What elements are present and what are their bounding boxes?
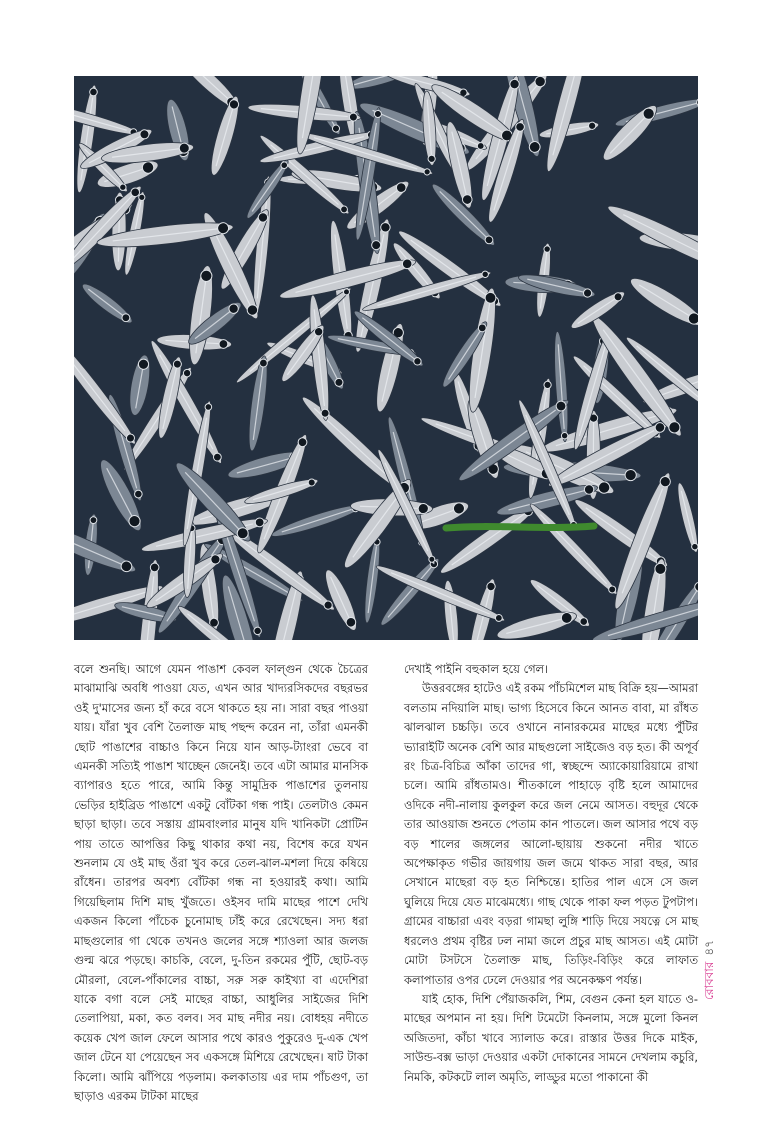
article-paragraph: বলে শুনছি। আগে যেমন পাঙাশ কেবল ফাল্গুন থেকে চৈত্রের মাঝামাঝি অবধি পাওয়া যেত, এখন আর খাদ্যরসিকদের বছরভর ওই দু'মাসের জন্য হাঁ করে বসে থাকতে হয় না। সারা বছর পাওয়া যায়। যাঁরা খুব বেশি তৈলাক্ত মাছ পছন্দ করেন না, তাঁরা এমনকী ছোট পাঙাশের বাচ্চাও কিনে নিয়ে যান আড়-ট্যাংরা ভেবে বা এমনকী সত্যিই পাঙাশ খাচ্ছেন জেনেই। তবে এটা আমার মানসিক ব্যাপারও হতে পারে, আমি কিন্তু সামুদ্রিক পাঙাশের তুলনায় ভেড়ির হাইব্রিড পাঙাশে একটু বোঁটকা গন্ধ পাই। তেলটাও কেমন ছাড়া ছাড়া। তবে সস্তায় গ্রামবাংলার মানুষ যদি খানিকটা প্রোটিন পায় তাতে আপত্তির কিছু থাকার কথা নয়, বিশেষ করে যখন শুনলাম যে ওই মাছ ওঁরা খুব করে তেল-ঝাল-মশলা দিয়ে কষিয়ে রাঁধেন। তারপর অবশ্য বোঁটকা গন্ধ না হওয়ারই কথা। আমি গিয়েছিলাম দিশি মাছ খুঁজতে। ওইসব দামি মাছের পাশে দেখি একজন কিলো পাঁচেক চুনোমাছ ঢাঁই করে রেখেছেন। সদ্য ধরা মাছগুলোর গা থেকে তখনও জলের সঙ্গে শ্যাওলা আর জলজ গুল্ম ঝরে পড়ছে। কাচকি, বেলে, দু-তিন রকমের পুঁটি, ছোট-বড় মৌরলা, বেলে-পাঁকালের বাচ্চা, সরু সরু কাইখ্যা বা এদেশিরা যাকে বগা বলে সেই মাছের বাচ্চা, আধুলির সাইজের দিশি তেলাপিয়া, মকা, কত বলব। সব মাছ নদীর নয়। বোধহয় নদীতে কয়েক খেপ জাল ফেলে আসার পথে কারও পুকুরেও দু-এক খেপ জাল টেনে যা পেয়েছেন সব একসঙ্গে মিশিয়ে রেখেছেন। ষাট টাকা কিলো। আমি ঝাঁপিয়ে পড়লাম। কলকাতায় এর দাম পাঁচগুণ, তা ছাড়াও এরকম টাটকা মাছের	[74, 662, 368, 1103]
magazine-name: রোববার	[702, 961, 716, 1000]
fish-pile-image	[74, 76, 698, 640]
green-stem	[446, 526, 594, 528]
fish-photo	[74, 76, 698, 640]
page-number: ৪৭	[702, 940, 716, 956]
article-paragraph: যাই হোক, দিশি পেঁয়াজকলি, শিম, বেগুন কেনা হল যাতে ও-মাছের অপমান না হয়। দিশি টমেটো কিনলাম, সঙ্গে মুলো কিনল অজিতদা, কাঁচা খাবে স্যালাড করে। রাস্তার উত্তর দিকে মাইক, সাউন্ড-বক্স ভাড়া দেওয়ার একটা দোকানের সামনে দেখলাম কচুরি, নিমকি, কটকটে লাল অমৃতি, লাড্ডুর মতো পাকানো কী	[404, 991, 698, 1084]
article-paragraph: উত্তরবঙ্গের হাটেও এই রকম পাঁচমিশেল মাছ বিক্রি হয়—আমরা বলতাম নদিয়ালি মাছ। ভাগ্য হিসেবে কিনে আনত বাবা, মা রাঁধত ঝালঝাল চচ্চড়ি। তবে ওখানে নানারকমের মাছের মধ্যে পুঁটির ভ্যারাইটি অনেক বেশি আর মাছগুলো সাইজেও বড় হত। কী অপূর্ব রং চিত্র-বিচিত্র আঁকা তাদের গা, স্বচ্ছন্দে অ্যাকোয়ারিয়ামে রাখা চলে। আমি রাঁধতামও। শীতকালে পাহাড়ে বৃষ্টি হলে আমাদের ওদিকে নদী-নালায় কুলকুল করে জল নেমে আসত। বহুদূর থেকে তার আওয়াজ শুনতে পেতাম কান পাতলে। জল আসার পথে বড় বড় শালের জঙ্গলের আলো-ছায়ায় শুকনো নদীর খাতে অপেক্ষাকৃত গভীর জায়গায় জল জমে থাকত সারা বছর, আর সেখানে মাছেরা বড় হত নিশ্চিন্তে। হাতির পাল এসে সে জল ঘুলিয়ে দিয়ে যেত মাঝেমধ্যে। গাছ থেকে পাকা ফল পড়ত টুপটাপ। গ্রামের বাচ্চারা এবং বড়রা গামছা লুঙ্গি শাড়ি দিয়ে সযত্নে সে মাছ ধরলেও প্রথম বৃষ্টির ঢল নামা জলে প্রচুর মাছ আসত। এই মোটা মোটা টসটসে তৈলাক্ত মাছ, তিড়িং-বিড়িং করে লাফাত কলাপাতার ওপর ঢেলে দেওয়ার পর অনেকক্ষণ পর্যন্ত।	[404, 681, 698, 987]
page-folio	[700, 940, 718, 1000]
article-column-right	[404, 660, 698, 1087]
article-column-left	[74, 660, 368, 1106]
article-paragraph: দেখাই পাইনি বহুকাল হয়ে গেল।	[404, 662, 549, 676]
